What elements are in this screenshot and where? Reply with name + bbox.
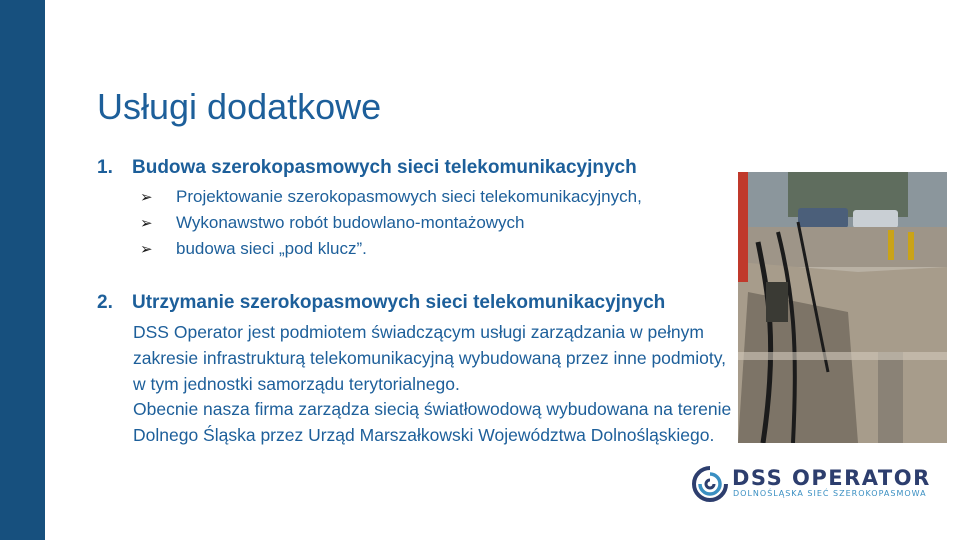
section-2-paragraph-2: Obecnie nasza firma zarządza siecią światłowodową wybudowana na terenie Dolnego Śląska przez Urząd Marszałkowski Województwa Dolnośląskiego. xyxy=(133,399,732,445)
bullet-text: budowa sieci „pod klucz”. xyxy=(176,239,367,258)
section-2-heading-text: Utrzymanie szerokopasmowych sieci telekomunikacyjnych xyxy=(132,292,666,313)
arrow-bullet-icon: ➢ xyxy=(140,189,153,206)
dss-operator-logo xyxy=(690,460,931,510)
construction-photo-illustration xyxy=(738,172,947,443)
bullet-item xyxy=(140,184,642,210)
arrow-bullet-icon: ➢ xyxy=(140,215,153,232)
arrow-bullet-icon: ➢ xyxy=(140,241,153,258)
logo-tagline: DOLNOŚLĄSKA SIEĆ SZEROKOPASMOWA xyxy=(733,489,927,498)
bullet-text: Projektowanie szerokopasmowych sieci telekomunikacyjnych, xyxy=(176,187,642,206)
left-accent-bar xyxy=(0,0,45,540)
section-1-heading xyxy=(97,157,637,179)
slide-title: Usługi dodatkowe xyxy=(97,86,382,127)
bullet-item xyxy=(140,210,642,236)
construction-site-photo xyxy=(738,172,947,443)
section-2-heading xyxy=(97,292,665,314)
bullet-text: Wykonawstwo robót budowlano-montażowych xyxy=(176,213,525,232)
section-2-paragraph-1: DSS Operator jest podmiotem świadczącym usługi zarządzania w pełnym zakresie infrastrukturą telekomunikacyjną wybudowaną przez inne podmioty, w tym jednostki samorządu terytorialnego. xyxy=(133,322,727,394)
section-1-heading-text: Budowa szerokopasmowych sieci telekomunikacyjnych xyxy=(132,157,637,178)
bullet-item xyxy=(140,236,642,262)
section-2-number: 2. xyxy=(97,292,113,313)
dss-logo-swirl-icon xyxy=(690,464,730,504)
section-1-bullet-list xyxy=(140,184,642,262)
section-1-number: 1. xyxy=(97,157,113,178)
logo-name: DSS OPERATOR xyxy=(732,466,931,490)
